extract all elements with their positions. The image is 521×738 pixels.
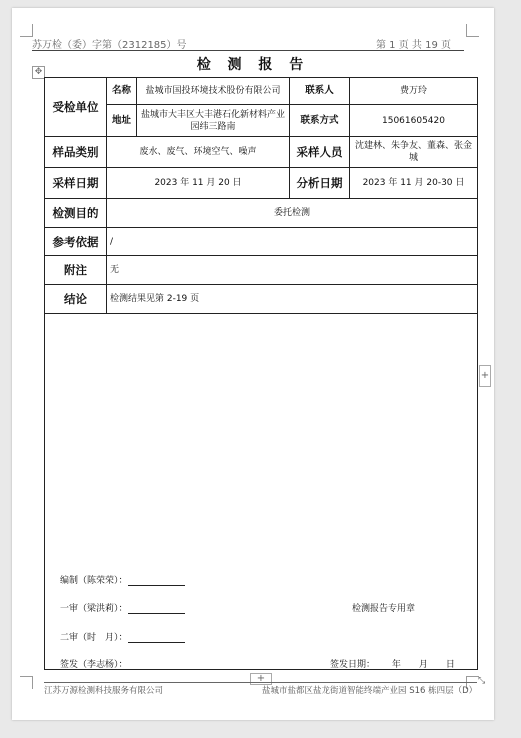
sampling-date-label[interactable]: 采样日期	[45, 168, 107, 199]
purpose-label[interactable]: 检测目的	[45, 199, 107, 228]
second-review-line[interactable]	[60, 630, 185, 643]
client-label[interactable]: 受检单位	[45, 78, 107, 137]
name-label[interactable]: 名称	[107, 78, 137, 105]
add-column-plus-icon[interactable]: +	[479, 365, 491, 387]
margin-corner-mark	[466, 24, 479, 37]
footer-address[interactable]: 盐城市盐都区盐龙街道智能终端产业园 S16 栋四层（D）	[262, 686, 478, 696]
footer-company[interactable]: 江苏万源检测科技服务有限公司	[44, 686, 164, 696]
issue-label: 签发（李志杨）：	[60, 660, 128, 670]
table-resize-handle-icon[interactable]: ⤡	[478, 676, 486, 686]
prepared-by-line[interactable]	[60, 573, 185, 586]
signature-area[interactable]	[45, 314, 478, 670]
sampler-cell[interactable]: 沈建林、朱争友、董森、张金城	[350, 137, 478, 168]
client-address-cell[interactable]: 盐城市大丰区大丰港石化新材料产业园纬三路南	[137, 105, 290, 137]
prepared-by-blank	[128, 575, 185, 586]
issue-line[interactable]	[60, 657, 185, 670]
issue-date-value: 年 月 日	[391, 660, 455, 670]
issue-date-label: 签发日期：	[330, 660, 376, 670]
analysis-date-label[interactable]: 分析日期	[290, 168, 350, 199]
phone-label[interactable]: 联系方式	[290, 105, 350, 137]
issue-date-line[interactable]	[330, 657, 455, 670]
purpose-cell[interactable]: 委托检测	[107, 199, 478, 228]
header-divider	[32, 50, 464, 51]
first-review-label: 一审（梁洪莉）：	[60, 604, 128, 614]
analysis-date-cell[interactable]: 2023 年 11 月 20-30 日	[350, 168, 478, 199]
basis-label[interactable]: 参考依据	[45, 228, 107, 256]
issue-blank	[128, 659, 185, 670]
note-label[interactable]: 附注	[45, 256, 107, 285]
report-title[interactable]: 检 测 报 告	[196, 57, 310, 73]
contact-label[interactable]: 联系人	[290, 78, 350, 105]
sample-type-cell[interactable]: 废水、废气、环境空气、噪声	[107, 137, 290, 168]
first-review-line[interactable]	[60, 601, 185, 614]
second-review-blank	[128, 632, 185, 643]
address-label[interactable]: 地址	[107, 105, 137, 137]
phone-cell[interactable]: 15061605420	[350, 105, 478, 137]
client-name-cell[interactable]: 盐城市国投环境技术股份有限公司	[137, 78, 290, 105]
first-review-blank	[128, 603, 185, 614]
conclusion-label[interactable]: 结论	[45, 285, 107, 314]
margin-corner-mark	[20, 676, 33, 689]
conclusion-cell[interactable]: 检测结果见第 2-19 页	[107, 285, 478, 314]
table-move-handle-icon[interactable]: ✥	[32, 66, 45, 79]
prepared-by-label: 编制（陈荣荣）：	[60, 576, 128, 586]
second-review-label: 二审（时 月）：	[60, 633, 128, 643]
report-stamp-label[interactable]: 检测报告专用章	[352, 604, 416, 614]
header-page-number[interactable]: 第 1 页 共 19 页	[376, 40, 451, 51]
contact-cell[interactable]: 费万玲	[350, 78, 478, 105]
note-cell[interactable]: 无	[107, 256, 478, 285]
sample-type-label[interactable]: 样品类别	[45, 137, 107, 168]
add-row-plus-icon[interactable]: +	[250, 673, 272, 685]
sampler-label[interactable]: 采样人员	[290, 137, 350, 168]
footer-divider	[44, 682, 477, 683]
header-doc-number[interactable]: 苏万检（委）字第（2312185）号	[32, 40, 187, 51]
basis-cell[interactable]: /	[107, 228, 478, 256]
sampling-date-cell[interactable]: 2023 年 11 月 20 日	[107, 168, 290, 199]
